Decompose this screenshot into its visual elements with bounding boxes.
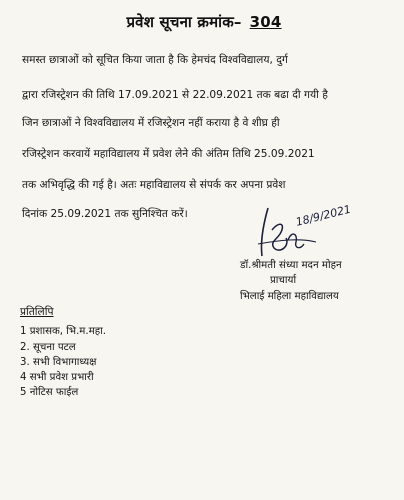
notice-line-5: तक अभिवृद्धि की गई है। अतः महाविद्यालय से संपर्क कर अपना प्रवेश xyxy=(22,179,286,191)
notice-line-1: समस्त छात्राओं को सूचित किया जाता है कि हेमचंद विश्वविद्यालय, दुर्ग xyxy=(22,54,288,66)
notice-title-text: प्रवेश सूचना क्रमांक– xyxy=(126,13,242,31)
copy-item: 1 प्रशासक, भि.म.महा. xyxy=(20,326,107,337)
signatory-designation: प्राचार्या xyxy=(270,275,297,286)
institution-name: भिलाई महिला महाविद्यालय xyxy=(240,291,339,302)
signature-date: 18/9/2021 xyxy=(294,202,353,229)
notice-number: 304 xyxy=(249,13,282,31)
copy-item: 5 नोटिस फाईल xyxy=(20,387,79,398)
copy-item: 3. सभी विभागाध्यक्ष xyxy=(20,357,97,368)
copy-item: 2. सूचना पटल xyxy=(20,342,76,353)
notice-line-4: रजिस्ट्रेशन करवायें महाविद्यालय में प्रवेश लेने की अंतिम तिथि 25.09.2021 xyxy=(22,148,315,160)
notice-line-2: द्वारा रजिस्ट्रेशन की तिथि 17.09.2021 से 22.09.2021 तक बढा दी गयी है xyxy=(22,89,328,101)
notice-line-6: दिनांक 25.09.2021 तक सुनिश्चित करें। xyxy=(22,208,188,220)
copy-item: 4 सभी प्रवेश प्रभारी xyxy=(20,372,94,383)
signatory-name: डॉ.श्रीमती संध्या मदन मोहन xyxy=(240,260,342,271)
notice-line-3: जिन छात्राओं ने विश्वविद्यालय में रजिस्ट्रेशन नहीं कराया है वे शीघ्र ही xyxy=(22,117,280,129)
notice-title xyxy=(94,12,314,32)
copies-heading: प्रतिलिपि xyxy=(20,306,54,318)
